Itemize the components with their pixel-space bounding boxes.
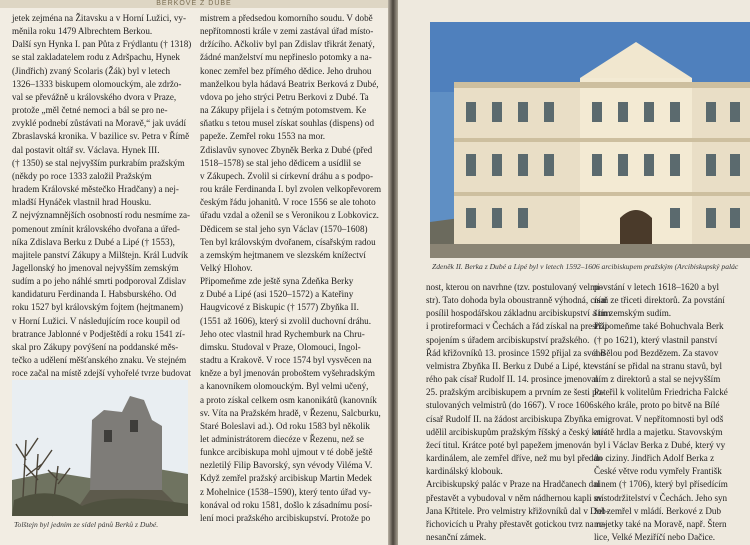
text-line: na Zákupy přijela i s četným potomstvem. Ke — [200, 105, 367, 116]
text-line: se stal zakladatelem rodu z Adršpachu, Hynek — [12, 52, 180, 63]
text-line: Velký Hlohov. — [200, 262, 253, 273]
text-line: žecí titul. Krátce poté byl papežem jmenován — [426, 439, 591, 450]
text-line: dal postavit oltář sv. Václava. Hynek III. — [12, 144, 160, 155]
text-line: († po 1621), který vlastnil panství — [594, 334, 718, 345]
text-line: sňatku s tetou musel získat souhlas (dispens) od — [200, 118, 375, 129]
text-line: císař Rudolf II. na žádost arcibiskupa Zbyňka — [426, 413, 592, 424]
text-line: Haugvicové z Biskupic († 1577) Zbyňka II. — [200, 302, 359, 313]
text-line: 25. pražským arcibiskupem a prvním ze šesti po- — [426, 387, 605, 398]
text-line: let administrátorem diecéze v Řezenu, než se — [200, 434, 364, 444]
text-line: českým řádu johanitů. V roce 1556 se ale tohoto — [200, 197, 376, 208]
text-line: rou krále Ferdinanda I. byl zvolen velkopřevorem — [200, 184, 382, 195]
text-line: sudím a po jeho náhlé smrti podporoval Zdislav — [12, 276, 187, 287]
text-line: ninem († 1706), který byl přísedícím — [594, 479, 728, 490]
text-line: hradem Královské městečko Hradčany) a nej- — [12, 184, 179, 195]
text-line: vstání se přidal na stranu stavů, byl — [594, 360, 723, 371]
photo-caption: Zdeněk II. Berka z Dubé a Lipé byl v letech 1592–1606 arcibiskupem pražským (Arcibiskupský palác — [432, 262, 739, 271]
text-line: níka Zdislava Berku z Dubé a Lipé († 1553), — [12, 236, 175, 247]
text-line: ním z direktorů a stal se nejvyšším — [594, 374, 721, 385]
text-line: emigrovat. V nepřítomnosti byl odš — [594, 413, 724, 424]
text-line: lení moci pražského arcibiskupství. Protože po — [200, 512, 371, 523]
text-line: mistrem a předsedou komorního soudu. V době — [200, 13, 373, 23]
text-line: ztrátě hrdla a majetku. Stavovským — [594, 426, 723, 437]
text-line: a zemským hejtmanem ve slezském knížectví — [200, 249, 366, 260]
text-column-left — [12, 12, 190, 420]
text-line: nesanční zámek. — [426, 531, 487, 542]
text-line: (někdy po roce 1333 založil Pražským — [12, 170, 152, 181]
text-line: majetky také na Moravě, např. Štern — [594, 518, 727, 529]
text-line: a Bělou pod Bezdězem. Za stavov — [594, 347, 719, 358]
text-line: Připomeňme také Bohuchvala Berk — [594, 321, 724, 332]
text-line: roku 1527 byl královským fojtem (hejtmanem) — [12, 302, 183, 313]
text-line: velmistra Zbyňka II. Berku z Dubé a Lipé, kte- — [426, 360, 598, 371]
text-line: val se převážně u královského dvora v Praze, — [12, 91, 177, 102]
text-line: v Zákupech. Zvolil si církevní dráhu a s podpo- — [200, 170, 373, 181]
text-line: zvyklé podnebí zůstávati na Moravě,“ jak uvádí — [12, 118, 186, 129]
text-line: konec zemřel bez přímého dědice. Jeho druhou — [200, 65, 372, 76]
text-line: lice, Velké Meziříčí nebo Dačice. — [594, 531, 716, 542]
text-line: konával od roku 1581, došlo k zásadnímu posí- — [200, 499, 373, 510]
text-line: sv. Víta na Pražském hradě, v Řezenu, Salcburku, — [200, 407, 381, 418]
text-line: místodržitelství v Čechách. Jeho syn — [594, 492, 728, 503]
text-line: řichovicích u Prahy přestavět gotickou tvrz na re- — [426, 518, 607, 529]
text-line: funkce arcibiskupa mohl ujmout v té době ještě — [200, 447, 373, 458]
text-line: měnila roku 1479 Albrechtem Berkou. — [12, 26, 153, 37]
text-line: skal pro Zákupy povýšení na poddanské měs- — [12, 341, 179, 352]
text-column-middle — [200, 12, 380, 525]
text-line: a kanovníkem olomouckým. Byl velmi učený, — [200, 381, 369, 392]
text-line: kardinálem, ale zemřel dříve, než mu byl předán — [426, 453, 602, 464]
text-line: žádné manželství mu nepřineslo potomky a na- — [200, 52, 372, 63]
text-line: († 1350) se stal nejvyšším purkrabím pražským — [12, 157, 185, 168]
text-line: Když zemřel pražský arcibiskup Martin Medek — [200, 473, 372, 484]
text-line: žel zemřel v mládí. Berkové z Dub — [594, 505, 722, 516]
text-line: Z nejvýznamnějších osobností rodu nesmíme za- — [12, 210, 191, 221]
text-column-right-2 — [594, 281, 750, 544]
text-line: přestavět a vybudoval v něm nádhernou kapli sv. — [426, 492, 604, 503]
text-line: pomenout zmínit královského dvořana a úřed- — [12, 223, 180, 234]
text-line: do ciziny. Jindřich Adolf Berka z — [594, 453, 715, 464]
text-line: str). Tato dohoda byla oboustranně výhodná, císař — [426, 295, 608, 306]
text-line: rého pak císař Rudolf II. 14. prosince jmenoval — [426, 374, 598, 385]
text-line: kandidaturu Ferdinanda I. Habsburského. Od — [12, 289, 177, 300]
text-line: Řád křižovníků 13. prosince 1592 přijal za svého — [426, 347, 605, 358]
text-line: úřadu vzdal a oženil se s Veronikou z Lobkovicz. — [200, 210, 379, 221]
text-line: ského krále, proto po bitvě na Bílé — [594, 400, 720, 411]
text-line: nost, kterou on navrhne (tzv. postulovaný velmi- — [426, 282, 603, 292]
text-line: nepřítomnosti krále v zemi zastával úřad místo- — [200, 26, 374, 37]
text-line: ním ze třiceti direktorů. Za povstání — [594, 295, 725, 306]
text-column-right-1 — [426, 281, 611, 544]
text-line: papeže. Zemřel roku 1553 na mor. — [200, 131, 325, 142]
text-line: ším zemským sudím. — [594, 308, 672, 319]
text-line: kněze a byl jmenován proboštem vyšehradským — [200, 368, 376, 379]
text-line: Připomeňme zde ještě syna Zdeňka Berky — [200, 276, 354, 287]
text-line: Další syn Hynka I. pan Půta z Frýdlantu († 1318) — [12, 39, 192, 50]
text-line: Zdislavův synovec Zbyněk Berka z Dubé (před — [200, 144, 373, 155]
text-line: stulovaných velmistrů (do 1667). V roce 1606 — [426, 400, 594, 411]
text-line: protože „měl četné nemoci a bál se pro ne- — [12, 105, 168, 116]
text-line: mladší Hynáček vlastnil hrad Housku. — [12, 197, 152, 208]
text-line: Jana Křtitele. Pro velmistry křižovníků dal v Dob- — [426, 505, 609, 516]
text-line: v Horní Lužici. V následujícím roce koupil od — [12, 315, 180, 326]
text-line: povstání v letech 1618–1620 a byl — [594, 282, 720, 292]
text-line: (1551 až 1606), který si zvolil duchovní dráhu. — [200, 315, 371, 326]
text-line: posílil hospodářskou základnu arcibiskupství a tím — [426, 308, 611, 319]
text-line: z Mohelnice (1538–1590), který tento úřad vy- — [200, 486, 371, 497]
text-line: 1518–1578) se stal jeho dědicem a usídlil se — [200, 157, 361, 168]
text-line: Staré Boleslavi ad.). Od roku 1583 byl několik — [200, 420, 370, 431]
text-line: Pateřil k volitelům Friedricha Falcké — [594, 387, 728, 398]
text-line: spojením s úřadem arcibiskupství pražského. — [426, 334, 590, 345]
text-line: držícího. Ačkoliv byl pan Zdislav třikrát ženatý, — [200, 39, 375, 50]
text-line: udělil arcibiskupům pražským říšský a český kní- — [426, 426, 607, 437]
text-line: majitele panství Zákupy a Milštejn. Král Ludvík — [12, 249, 189, 260]
castle-ruin-photo — [12, 380, 188, 516]
text-line: i protireformaci v Čechách a řád získal na prestiži — [426, 321, 608, 332]
text-line: 1326–1333 biskupem olomouckým, ale zdržo- — [12, 78, 182, 89]
text-line: z Dubé a Lipé (asi 1520–1572) a Kateřiny — [200, 289, 354, 300]
text-line: kardinálský klobouk. — [426, 466, 503, 477]
text-line: České větve rodu vymřely Františk — [594, 466, 722, 477]
text-line: Jagellonský ho jmenoval nejvyšším zemským — [12, 262, 179, 273]
text-line: manželkou byla hádavá Beatrix Berková z Dubé, — [200, 78, 379, 89]
text-line: nezletilý Filip Bavorský, syn vévody Viléma V. — [200, 460, 373, 471]
text-line: roce začal na místě zdejší vyhořelé tvrze budovat — [12, 368, 192, 379]
photo-caption: Tolštejn byl jedním ze sídel pánů Berků z Dubé. — [14, 520, 159, 529]
text-line: byl i Václav Berka z Dubé, který vy — [594, 439, 726, 450]
text-line: jetek zejména na Žitavsku a v Horní Lužici, vy- — [12, 13, 186, 23]
text-line: Dědicem se stal jeho syn Václav (1570–1608) — [200, 223, 368, 234]
archbishops-palace-photo — [430, 22, 750, 258]
text-line: dimsku. Studoval v Praze, Olomouci, Ingol- — [200, 341, 361, 352]
right-page — [398, 0, 750, 545]
text-line: tečko a udělení měšťanského znaku. Ve stejném — [12, 355, 187, 366]
text-line: vdova po jeho strýci Petru Berkovi z Dubé. Ta — [200, 91, 369, 102]
text-line: Zbraslavská kronika. V bazilice sv. Petra v Římě — [12, 131, 190, 142]
text-line: (Jindřich) zvaný Scolaris (Žák) byl v letech — [12, 65, 171, 76]
text-line: bratrance Jablonné v Podještědí a roku 1541 zí- — [12, 328, 185, 339]
book-spine — [388, 0, 398, 545]
text-line: a proto získal celkem osm kanonikátů (kanovník — [200, 394, 377, 405]
text-line: Arcibiskupský palác v Praze na Hradčanech dal — [426, 479, 600, 490]
text-line: Ten byl královským dvořanem, císařským radou — [200, 236, 376, 247]
text-line: Jeho otec vlastnil hrad Rychemburk na Chru- — [200, 328, 365, 339]
text-line: stadtu a Krakově. V roce 1574 byl vysvěcen na — [200, 355, 372, 366]
running-header: BERKOVÉ Z DUBÉ — [0, 0, 388, 8]
